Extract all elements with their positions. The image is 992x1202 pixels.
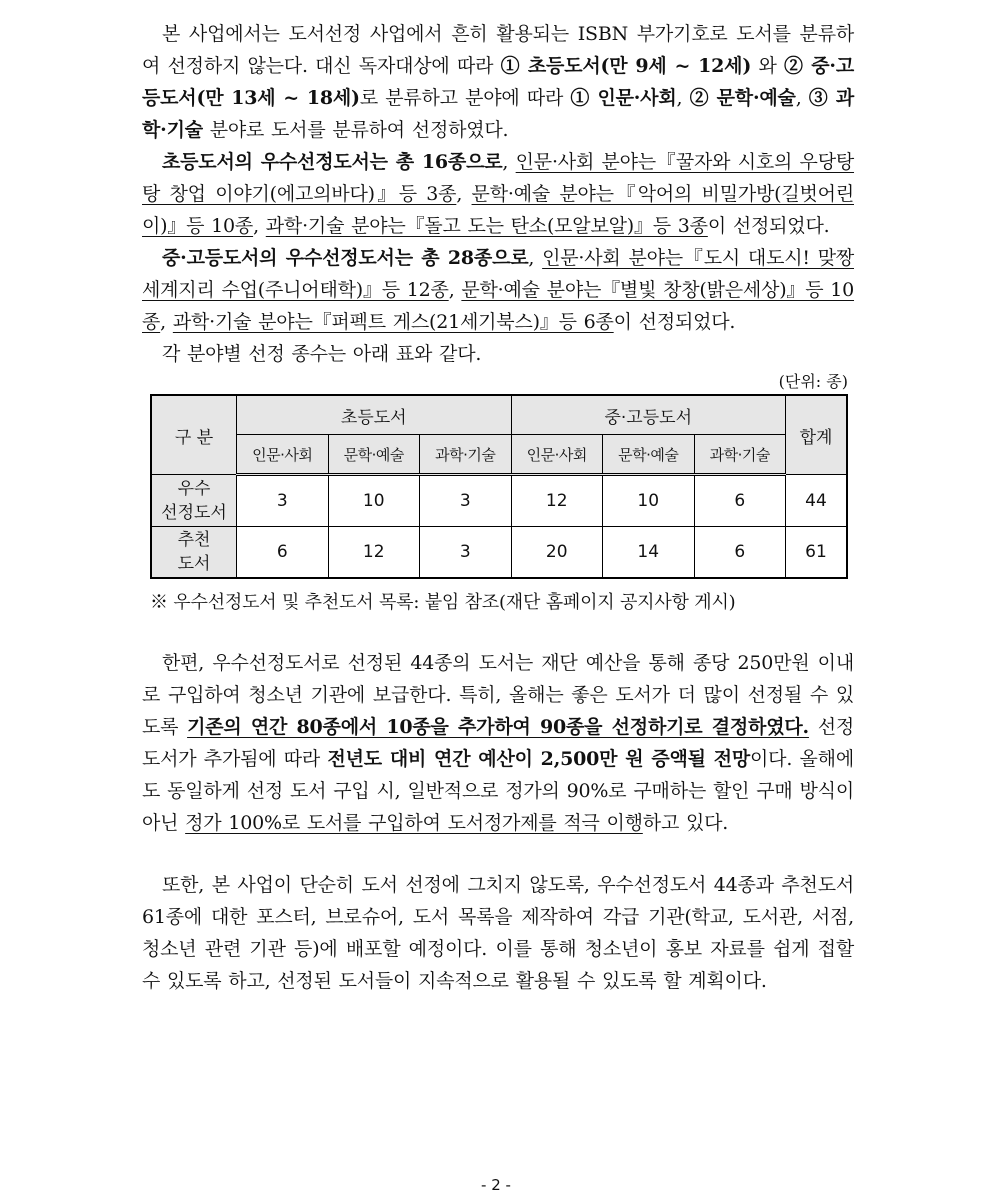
underline-humanities: 인문·사회 분야는『도시 대도시! 맞짱 세계지리 수업(주니어태학)』등 12종 — [142, 247, 854, 301]
header-sec-literature: 문학·예술 — [603, 435, 695, 475]
table-cell-total: 61 — [786, 527, 848, 579]
table-cell: 6 — [694, 527, 786, 579]
row-label-line: 도서 — [177, 554, 211, 574]
text: , — [676, 87, 690, 109]
table-cell-total: 44 — [786, 475, 848, 527]
text: 본 사업에서는 도서선정 사업에서 흔히 활용되는 ISBN 부가기호로 도서를 분류하여 선정하지 않는다. 대신 독자대상에 따라 — [142, 23, 854, 77]
table-cell: 3 — [420, 475, 512, 527]
paragraph-elementary — [142, 146, 854, 242]
text: 한편, 우수선정도서로 선정된 44종의 도서는 재단 예산을 통해 종당 250만원 이내로 구입하여 청소년 기관에 보급한다. 특히, 올해는 좋은 도서가 더 많이 선정될 수 있도록 — [142, 652, 854, 738]
text: , — [448, 279, 462, 301]
table-row — [151, 475, 847, 527]
bold-secondary-total: 중·고등도서의 우수선정도서는 총 28종으로 — [162, 247, 529, 269]
text: 와 — [751, 55, 784, 77]
row-label-line: 선정도서 — [161, 502, 227, 523]
header-elementary: 초등도서 — [237, 395, 512, 435]
bold-budget: 전년도 대비 연간 예산이 2,500만 원 증액될 전망 — [327, 748, 751, 770]
text: 이 선정되었다. — [613, 311, 736, 333]
underline-science: 과학·기술 분야는『퍼펙트 게스(21세기북스)』등 6종 — [172, 311, 614, 333]
text: , — [528, 247, 543, 269]
underline-humanities: 인문·사회 분야는『꿀자와 시호의 우당탕탕 창업 이야기(에고의바다)』등 3종 — [142, 151, 855, 205]
table-cell: 6 — [694, 475, 786, 527]
document-body — [142, 18, 854, 997]
header-total: 합계 — [786, 395, 848, 475]
header-sec-science: 과학·기술 — [694, 435, 786, 475]
bold-secondary: ② 중·고등도서(만 13세 ~ 18세) — [142, 55, 854, 109]
text: , — [456, 183, 472, 205]
bold-elementary-total: 초등도서의 우수선정도서는 총 16종으로 — [162, 151, 503, 173]
bold-literature: ② 문학·예술 — [689, 87, 796, 109]
bold-elementary: ① 초등도서(만 9세 ~ 12세) — [500, 55, 752, 77]
header-elem-science: 과학·기술 — [420, 435, 512, 475]
table-cell: 20 — [511, 527, 603, 579]
row-label-line: 우수 — [177, 478, 211, 499]
bold-science: ③ 과학·기술 — [142, 87, 855, 141]
table-cell: 3 — [237, 475, 329, 527]
text: , — [502, 151, 516, 173]
row-label — [151, 527, 237, 579]
underline-price: 정가 100%로 도서를 구입하여 도서정가제를 적극 이행 — [185, 812, 643, 834]
table-cell: 10 — [328, 475, 420, 527]
text: 선정 도서가 추가됨에 따라 — [142, 716, 855, 770]
paragraph-secondary — [142, 242, 854, 338]
paragraph-budget — [142, 647, 854, 839]
text: 이다. 올해에도 동일하게 선정 도서 구입 시, 일반적으로 정가의 90%로 구매하는 할인 구매 방식이 아닌 — [142, 748, 854, 834]
spacer — [142, 839, 854, 869]
page-number: - 2 - — [481, 1176, 511, 1194]
text: 로 분류하고 분야에 따라 — [359, 87, 571, 109]
text: , — [160, 311, 173, 333]
spacer — [142, 617, 854, 647]
table-unit: (단위: 종) — [778, 372, 848, 391]
text: 분야로 도서를 분류하여 선정하였다. — [202, 119, 509, 141]
table-cell: 6 — [237, 527, 329, 579]
text: , — [253, 215, 266, 237]
underline-science: 과학·기술 분야는『돌고 도는 탄소(모알보알)』등 3종 — [265, 215, 708, 237]
table-cell: 12 — [328, 527, 420, 579]
row-label — [151, 475, 237, 527]
selection-table — [150, 394, 848, 579]
table-corner-header: 구 분 — [151, 395, 237, 475]
bold-humanities: ① 인문·사회 — [570, 87, 677, 109]
header-secondary: 중·고등도서 — [511, 395, 786, 435]
table-note: ※ 우수선정도서 및 추천도서 목록: 붙임 참조(재단 홈페이지 공지사항 게시) — [150, 592, 736, 613]
paragraph-promotion: 또한, 본 사업이 단순히 도서 선정에 그치지 않도록, 우수선정도서 44종과 추천도서 61종에 대한 포스터, 브로슈어, 도서 목록을 제작하여 각급 기관(학교, 도서관, 서점, 청소년 관련 기관 등)에 배포할 예정이다. 이를 통해 청소년이 홍보 자료를 쉽게 접할 수 있도록 하고, 선정된 도서들이 지속적으로 활용될 수 있도록 할 계획이다. — [142, 874, 854, 992]
table-cell: 12 — [511, 475, 603, 527]
paragraph-table-intro: 각 분야별 선정 종수는 아래 표와 같다. — [162, 343, 482, 365]
text: 하고 있다. — [642, 812, 729, 834]
paragraph-classification — [142, 18, 854, 146]
bold-underline-decision: 기존의 연간 80종에서 10종을 추가하여 90종을 선정하기로 결정하였다. — [187, 716, 809, 738]
underline-literature: 문학·예술 분야는『악어의 비밀가방(길벗어린이)』등 10종 — [142, 183, 854, 237]
underline-literature: 문학·예술 분야는『별빛 창창(밝은세상)』등 10종 — [142, 279, 855, 333]
text: 이 선정되었다. — [707, 215, 830, 237]
header-sec-humanities: 인문·사회 — [511, 435, 603, 475]
header-elem-literature: 문학·예술 — [328, 435, 420, 475]
table-cell: 14 — [603, 527, 695, 579]
table-row — [151, 527, 847, 579]
header-elem-humanities: 인문·사회 — [237, 435, 329, 475]
text: , — [795, 87, 809, 109]
table-cell: 3 — [420, 527, 512, 579]
table-cell: 10 — [603, 475, 695, 527]
row-label-line: 추천 — [177, 530, 211, 550]
